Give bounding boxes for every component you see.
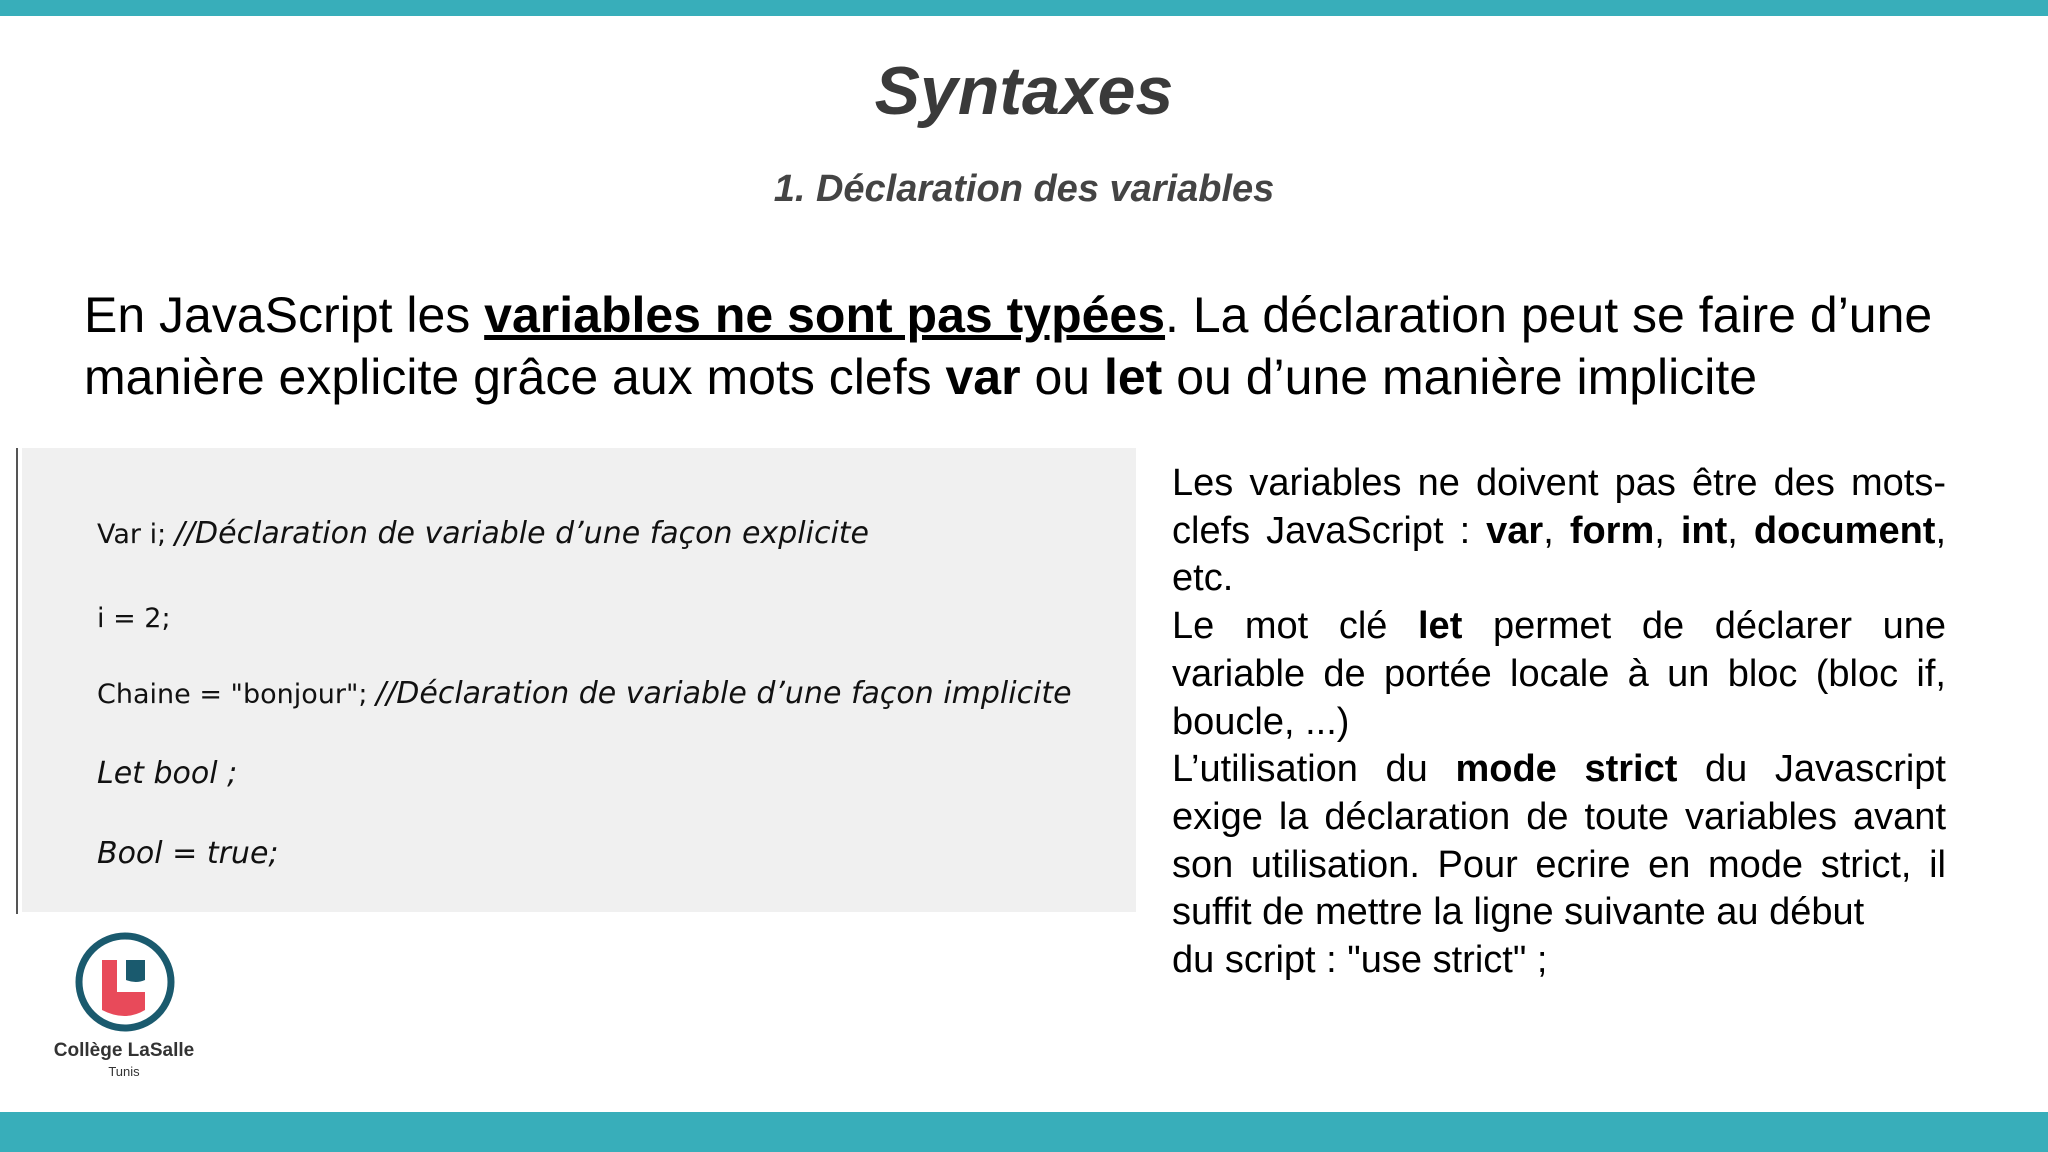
logo-city: Tunis [108, 1064, 140, 1079]
intro-text: En JavaScript les [84, 287, 485, 343]
intro-text: . La déclaration peut se faire d’une manière explicite grâce aux mots clefs [84, 287, 1933, 405]
code-line: Chaine = "bonjour"; //Déclaration de variable d’une façon implicite [97, 676, 1072, 711]
top-accent-bar [0, 0, 2048, 16]
intro-emphasis: variables ne sont pas typées [484, 287, 1166, 343]
keyword-let: let [1103, 349, 1163, 405]
code-statement: Let bool ; [97, 756, 238, 791]
note-keywords: Les variables ne doivent pas être des mots-clefs JavaScript : var, form, int, document, etc. [1172, 462, 1947, 600]
slide-title: Syntaxes [874, 53, 1174, 129]
code-comment: //Déclaration de variable d’une façon explicite [174, 516, 870, 551]
intro-text: ou [1020, 349, 1104, 405]
intro-paragraph [84, 284, 1984, 448]
keyword-var: var [945, 349, 1021, 405]
code-statement: Bool = true; [97, 836, 279, 871]
code-line [97, 836, 279, 871]
code-line: i = 2; [97, 603, 171, 634]
code-line: Var i; //Déclaration de variable d’une façon explicite [97, 516, 870, 551]
slide-subtitle: 1. Déclaration des variables [773, 168, 1275, 210]
note-strict-mode: L’utilisation du mode strict du Javascript exige la déclaration de toute variables avant son utilisation. Pour ecrire en mode strict, il suffit de mettre la ligne suivante au début [1172, 748, 1946, 934]
logo-name: Collège LaSalle [53, 1040, 195, 1061]
bottom-accent-bar [0, 1112, 2048, 1152]
intro-text: ou d’une manière implicite [1162, 349, 1758, 405]
note-use-strict: du script : "use strict" ; [1172, 939, 1548, 982]
code-line [97, 756, 237, 791]
notes-column [1172, 460, 1946, 985]
code-comment: //Déclaration de variable d’une façon implicite [376, 676, 1072, 711]
note-let: Le mot clé let permet de déclarer une variable de portée locale à un bloc (bloc if, boucle, ...) [1172, 605, 1946, 743]
code-box-border [16, 448, 18, 914]
